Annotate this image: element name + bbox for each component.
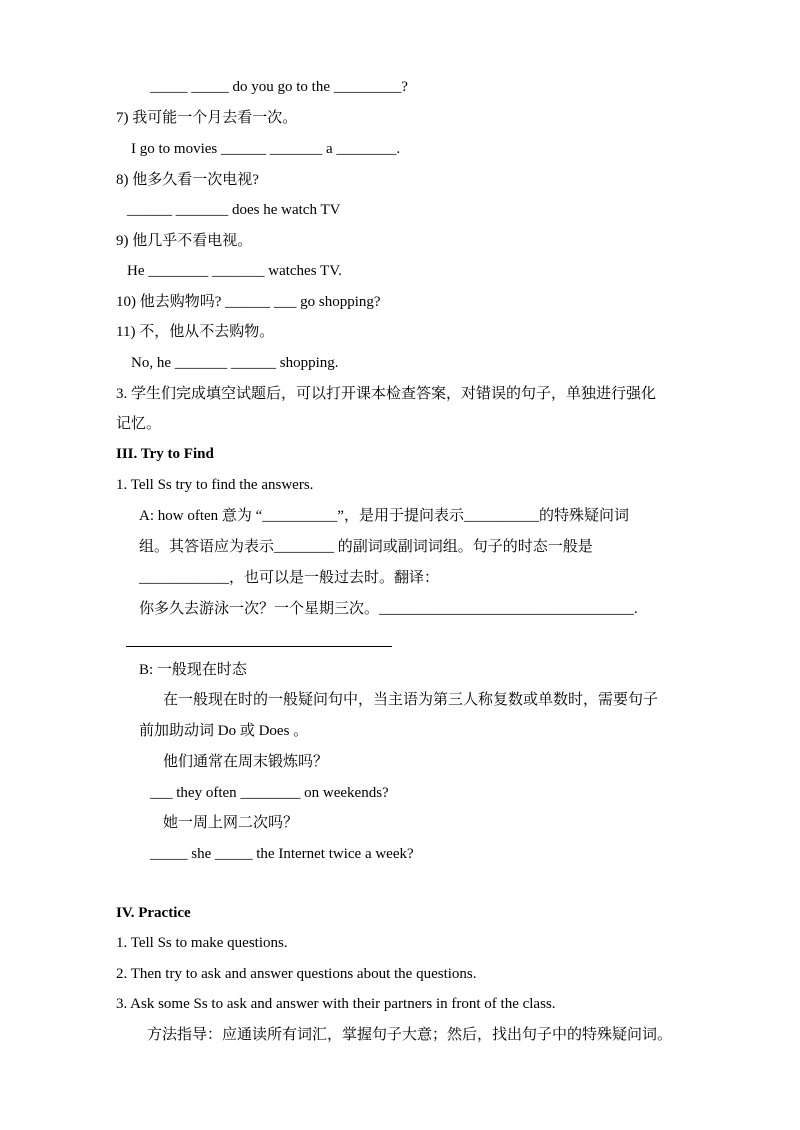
method-guidance: 方法指导：应通读所有词汇，掌握句子大意；然后，找出句子中的特殊疑问词。 <box>147 1027 673 1043</box>
item-9-chinese: 9) 他几乎不看电视。 <box>116 233 253 249</box>
answer-line <box>126 646 392 647</box>
blank-sentence-7: I go to movies ______ _______ a ________. <box>131 141 401 157</box>
example-2-blank: _____ she _____ the Internet twice a week? <box>150 846 414 862</box>
part-a-translation: 你多久去游泳一次？一个星期三次。__________________________________. <box>139 601 638 617</box>
part-a-line-3: ____________，也可以是一般过去时。翻译： <box>139 570 440 586</box>
item-8-chinese: 8) 他多久看一次电视? <box>116 172 259 188</box>
step-3-paragraph-cont: 记忆。 <box>116 416 162 432</box>
try-to-find-step-1: 1. Tell Ss try to find the answers. <box>116 477 314 493</box>
blank-sentence-8: ______ _______ does he watch TV <box>127 202 341 218</box>
section-heading-practice: IV. Practice <box>116 905 191 921</box>
item-11-chinese: 11) 不，他从不去购物。 <box>116 324 275 340</box>
part-a-line-1: A: how often 意为 “__________”，是用于提问表示__________的特殊疑问词 <box>139 508 629 524</box>
blank-sentence-11: No, he _______ ______ shopping. <box>131 355 339 371</box>
blank-sentence-9: He ________ _______ watches TV. <box>127 263 342 279</box>
practice-step-3: 3. Ask some Ss to ask and answer with their partners in front of the class. <box>116 996 556 1012</box>
example-2-chinese: 她一周上网二次吗？ <box>163 815 299 831</box>
part-a-line-2: 组。其答语应为表示________ 的副词或副词词组。句子的时态一般是 <box>139 539 593 555</box>
section-heading-try-to-find: III. Try to Find <box>116 446 214 462</box>
step-3-paragraph: 3. 学生们完成填空试题后，可以打开课本检查答案，对错误的句子，单独进行强化 <box>116 386 657 402</box>
blank-sentence-6: _____ _____ do you go to the _________? <box>150 79 408 95</box>
part-b-paragraph-cont: 前加助动词 Do 或 Does 。 <box>139 723 309 739</box>
part-b-paragraph: 在一般现在时的一般疑问句中，当主语为第三人称复数或单数时，需要句子 <box>163 692 659 708</box>
item-7-chinese: 7) 我可能一个月去看一次。 <box>116 110 298 126</box>
example-1-blank: ___ they often ________ on weekends? <box>150 785 389 801</box>
part-b-title: B: 一般现在时态 <box>139 662 247 678</box>
practice-step-2: 2. Then try to ask and answer questions about the questions. <box>116 966 477 982</box>
example-1-chinese: 他们通常在周末锻炼吗？ <box>163 754 329 770</box>
item-10: 10) 他去购物吗? ______ ___ go shopping? <box>116 294 381 310</box>
practice-step-1: 1. Tell Ss to make questions. <box>116 935 288 951</box>
